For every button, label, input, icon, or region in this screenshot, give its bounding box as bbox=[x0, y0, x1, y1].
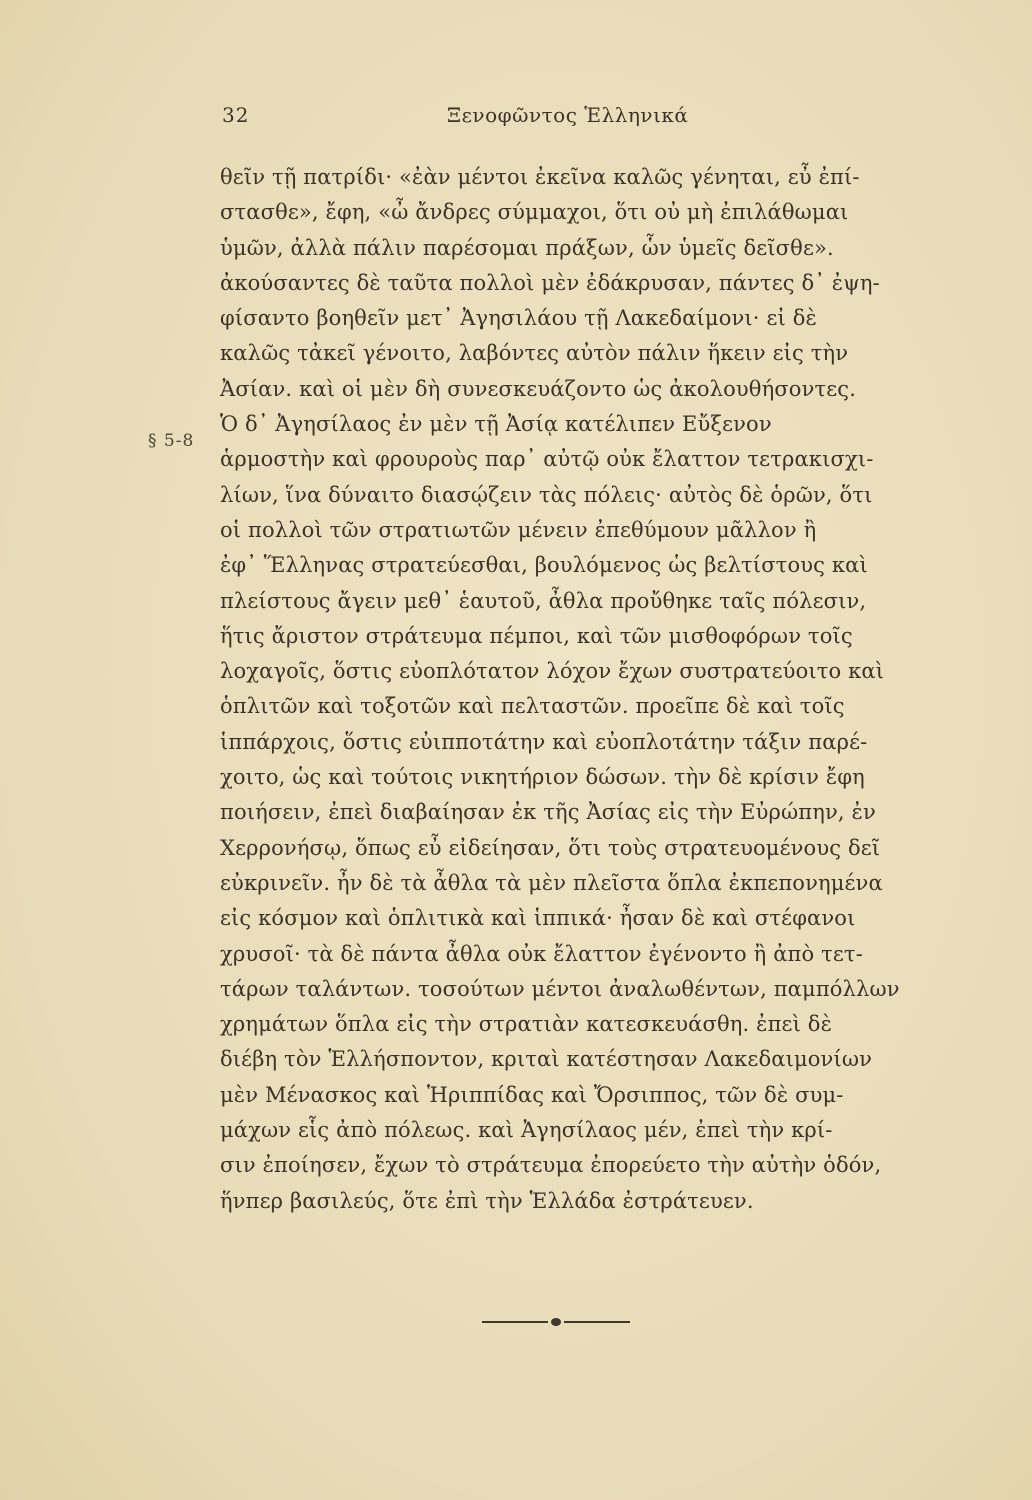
text-line: λοχαγοῖς, ὅστις εὐοπλότατον λόχον ἔχων συστρατεύοιτο καὶ bbox=[220, 659, 885, 684]
text-line: ποιήσειν, ἐπεὶ διαβαίησαν ἐκ τῆς Ἀσίας εἰς τὴν Εὐρώπην, ἐν bbox=[220, 800, 876, 825]
ornament-rule-left bbox=[482, 1321, 548, 1323]
text-line: οἱ πολλοὶ τῶν στρατιωτῶν μένειν ἐπεθύμουν μᾶλλον ἢ bbox=[220, 517, 817, 542]
page-number: 32 bbox=[222, 103, 250, 127]
text-line: ἥνπερ βασιλεύς, ὅτε ἐπὶ τὴν Ἑλλάδα ἐστράτευεν. bbox=[220, 1188, 754, 1213]
text-line: χρυσοῖ· τὰ δὲ πάντα ἆθλα οὐκ ἔλαττον ἐγένοντο ἢ ἀπὸ τετ- bbox=[220, 941, 863, 966]
running-title: Ξενοφῶντος Ἑλληνικά bbox=[447, 103, 689, 127]
text-line: ἁρμοστὴν καὶ φρουροὺς παρ᾽ αὐτῷ οὐκ ἔλαττον τετρακισχι- bbox=[220, 447, 874, 472]
page-header bbox=[222, 100, 762, 134]
text-line: Ἀσίαν. καὶ οἱ μὲν δὴ συνεσκευάζοντο ὡς ἀκολουθήσοντες. bbox=[220, 376, 857, 401]
text-line: ἐφ᾽ Ἕλληνας στρατεύεσθαι, βουλόμενος ὡς βελτίστους καὶ bbox=[220, 553, 868, 578]
text-line: στασθε», ἔφη, «ὦ ἄνδρες σύμμαχοι, ὅτι οὐ μὴ ἐπιλάθωμαι bbox=[220, 200, 849, 225]
text-line: ἱππάρχοις, ὅστις εὐιπποτάτην καὶ εὐοπλοτάτην τάξιν παρέ- bbox=[220, 729, 868, 754]
text-line: τάρων ταλάντων. τοσούτων μέντοι ἀναλωθέντων, παμπόλλων bbox=[220, 976, 900, 1001]
text-line: πλείστους ἄγειν μεθ᾽ ἑαυτοῦ, ἆθλα προὔθηκε ταῖς πόλεσιν, bbox=[220, 588, 867, 613]
text-line: χρημάτων ὅπλα εἰς τὴν στρατιὰν κατεσκευάσθη. ἐπεὶ δὲ bbox=[220, 1012, 832, 1037]
text-line: ἀκούσαντες δὲ ταῦτα πολλοὶ μὲν ἐδάκρυσαν, πάντες δ᾽ ἐψη- bbox=[220, 270, 880, 295]
text-line: λίων, ἵνα δύναιτο διασῴζειν τὰς πόλεις· αὐτὸς δὲ ὁρῶν, ὅτι bbox=[220, 482, 873, 507]
text-line: Ὁ δ᾽ Ἀγησίλαος ἐν μὲν τῇ Ἀσίᾳ κατέλιπεν Εὔξενον bbox=[220, 412, 772, 437]
ornament-dot bbox=[551, 1318, 561, 1326]
text-line: εὐκρινεῖν. ἦν δὲ τὰ ἆθλα τὰ μὲν πλεῖστα ὅπλα ἐκπεπονημένα bbox=[220, 870, 883, 895]
end-ornament bbox=[482, 1317, 630, 1327]
text-line: ἥτις ἄριστον στράτευμα πέμποι, καὶ τῶν μισθοφόρων τοῖς bbox=[220, 623, 853, 648]
section-marker: § 5-8 bbox=[148, 431, 195, 451]
text-line: μάχων εἷς ἀπὸ πόλεως. καὶ Ἀγησίλαος μέν, ἐπεὶ τὴν κρί- bbox=[220, 1118, 833, 1143]
text-line: σιν ἐποίησεν, ἔχων τὸ στράτευμα ἐπορεύετο τὴν αὐτὴν ὁδόν, bbox=[220, 1153, 882, 1178]
text-line: Χερρονήσῳ, ὅπως εὖ εἰδείησαν, ὅτι τοὺς στρατευομένους δεῖ bbox=[220, 835, 881, 860]
text-line: θεῖν τῇ πατρίδι· «ἐὰν μέντοι ἐκεῖνα καλῶς γένηται, εὖ ἐπί- bbox=[220, 165, 860, 189]
text-line: διέβη τὸν Ἑλλήσποντον, κριταὶ κατέστησαν Λακεδαιμονίων bbox=[220, 1047, 873, 1072]
text-line: χοιτο, ὡς καὶ τούτοις νικητήριον δώσων. τὴν δὲ κρίσιν ἔφη bbox=[220, 765, 865, 790]
body-text bbox=[220, 160, 900, 1219]
ornament-rule-right bbox=[564, 1321, 630, 1323]
text-line: καλῶς τἀκεῖ γένοιτο, λαβόντες αὐτὸν πάλιν ἥκειν εἰς τὴν bbox=[220, 341, 849, 366]
text-line: μὲν Μένασκος καὶ Ἡριππίδας καὶ Ὄρσιππος, τῶν δὲ συμ- bbox=[220, 1082, 844, 1107]
text-line: φίσαντο βοηθεῖν μετ᾽ Ἀγησιλάου τῇ Λακεδαίμονι· εἰ δὲ bbox=[220, 306, 817, 331]
text-line: εἰς κόσμον καὶ ὁπλιτικὰ καὶ ἱππικά· ἦσαν δὲ καὶ στέφανοι bbox=[220, 906, 856, 931]
text-line: ὁπλιτῶν καὶ τοξοτῶν καὶ πελταστῶν. προεῖπε δὲ καὶ τοῖς bbox=[220, 694, 845, 719]
text-line: ὑμῶν, ἀλλὰ πάλιν παρέσομαι πράξων, ὧν ὑμεῖς δεῖσθε». bbox=[220, 235, 834, 260]
